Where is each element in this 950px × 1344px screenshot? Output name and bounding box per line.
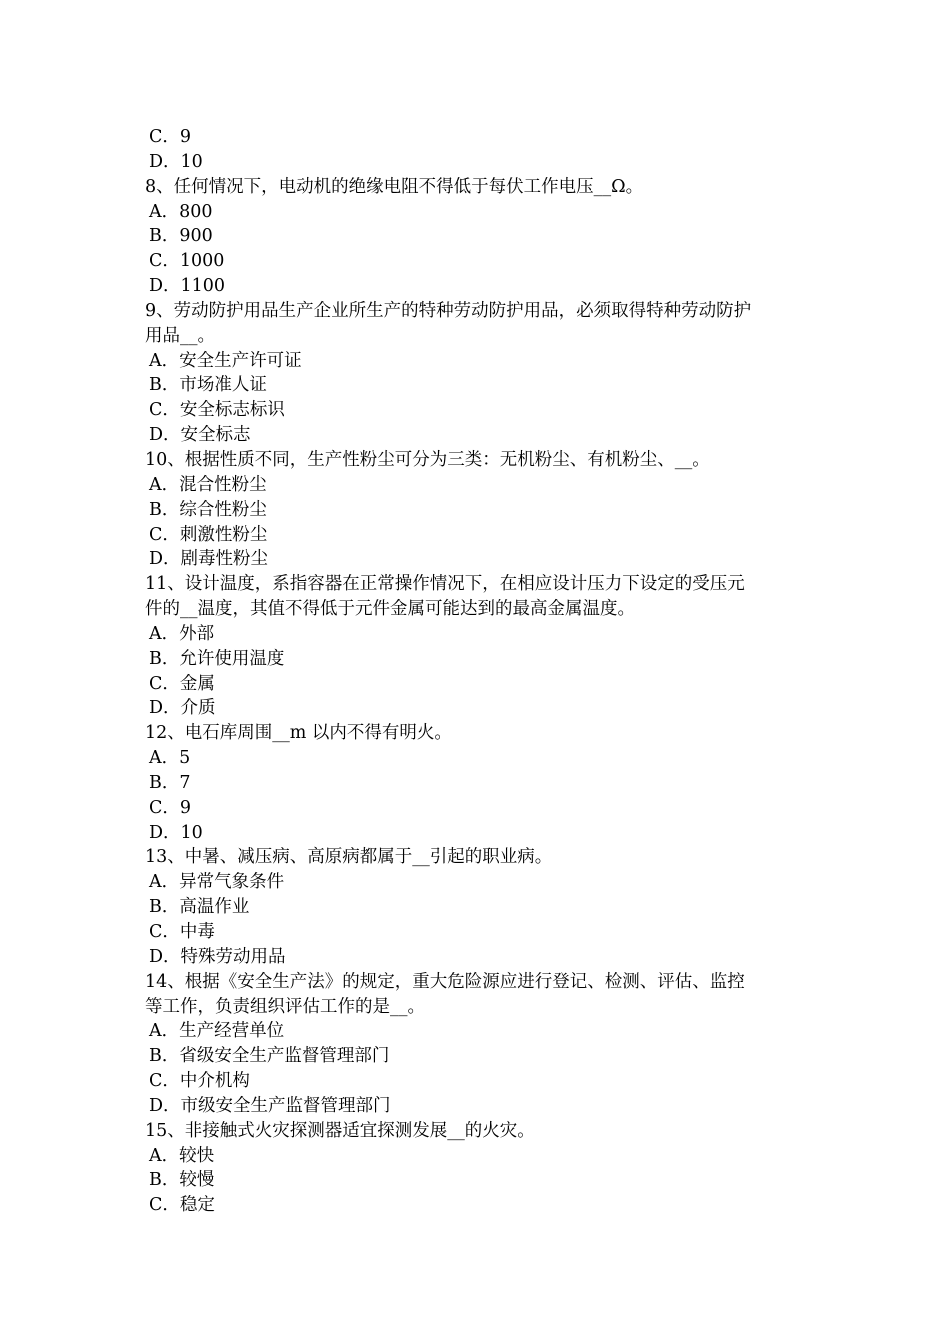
answer-option: B．900 [149, 226, 213, 247]
question-text: 12、电石库周围__m 以内不得有明火。 [145, 723, 452, 744]
answer-option: B．综合性粉尘 [149, 499, 267, 520]
answer-option: D．10 [149, 151, 203, 172]
question-text: 14、根据《安全生产法》的规定，重大危险源应进行登记、检测、评估、监控 [145, 971, 745, 992]
answer-option: D．市级安全生产监督管理部门 [149, 1095, 391, 1116]
answer-option: A．异常气象条件 [149, 872, 285, 893]
answer-option: C．中毒 [149, 922, 215, 942]
question-text: 15、非接触式火灾探测器适宜探测发展__的火灾。 [145, 1120, 535, 1141]
answer-option: A．外部 [149, 623, 215, 644]
question-text: 件的__温度，其值不得低于元件金属可能达到的最高金属温度。 [145, 599, 635, 620]
question-text: 等工作，负责组织评估工作的是__。 [145, 996, 425, 1017]
answer-option: C．金属 [149, 673, 215, 694]
answer-option: B．较慢 [149, 1170, 215, 1191]
answer-option: C．9 [149, 797, 192, 818]
question-text: 10、根据性质不同，生产性粉尘可分为三类：无机粉尘、有机粉尘、__。 [145, 449, 710, 470]
answer-option: D．1100 [149, 276, 226, 297]
answer-option: D．剧毒性粉尘 [149, 549, 269, 570]
answer-option: A．生产经营单位 [149, 1021, 285, 1042]
question-text: 13、中暑、减压病、高原病都属于__引起的职业病。 [145, 847, 553, 868]
answer-option: B．高温作业 [149, 897, 250, 918]
answer-option: C．刺激性粉尘 [149, 524, 268, 545]
answer-option: A．混合性粉尘 [149, 474, 267, 495]
answer-option: C．9 [149, 127, 192, 147]
answer-option: B．省级安全生产监督管理部门 [149, 1046, 390, 1067]
answer-option: D．特殊劳动用品 [149, 946, 286, 967]
answer-option: B．允许使用温度 [149, 648, 285, 669]
answer-option: C．稳定 [149, 1195, 215, 1216]
question-text: 8、任何情况下，电动机的绝缘电阻不得低于每伏工作电压__Ω。 [145, 176, 644, 197]
answer-option: D．安全标志 [149, 425, 251, 446]
answer-option: B．7 [149, 772, 191, 793]
question-text: 9、劳动防护用品生产企业所生产的特种劳动防护用品，必须取得特种劳动防护 [145, 300, 752, 321]
answer-option: A．安全生产许可证 [149, 350, 302, 371]
question-list [145, 125, 810, 1218]
answer-option: D．10 [149, 822, 203, 843]
answer-option: A．800 [149, 201, 213, 222]
answer-option: B．市场准人证 [149, 375, 267, 396]
question-text: 11、设计温度，系指容器在正常操作情况下，在相应设计压力下设定的受压元 [145, 574, 745, 595]
answer-option: C．1000 [149, 251, 225, 272]
answer-option: D．介质 [149, 698, 216, 719]
answer-option: A．5 [149, 748, 191, 769]
question-text: 用品__。 [145, 325, 215, 346]
answer-option: C．中介机构 [149, 1071, 250, 1092]
answer-option: C．安全标志标识 [149, 400, 285, 421]
answer-option: A．较快 [149, 1145, 215, 1166]
